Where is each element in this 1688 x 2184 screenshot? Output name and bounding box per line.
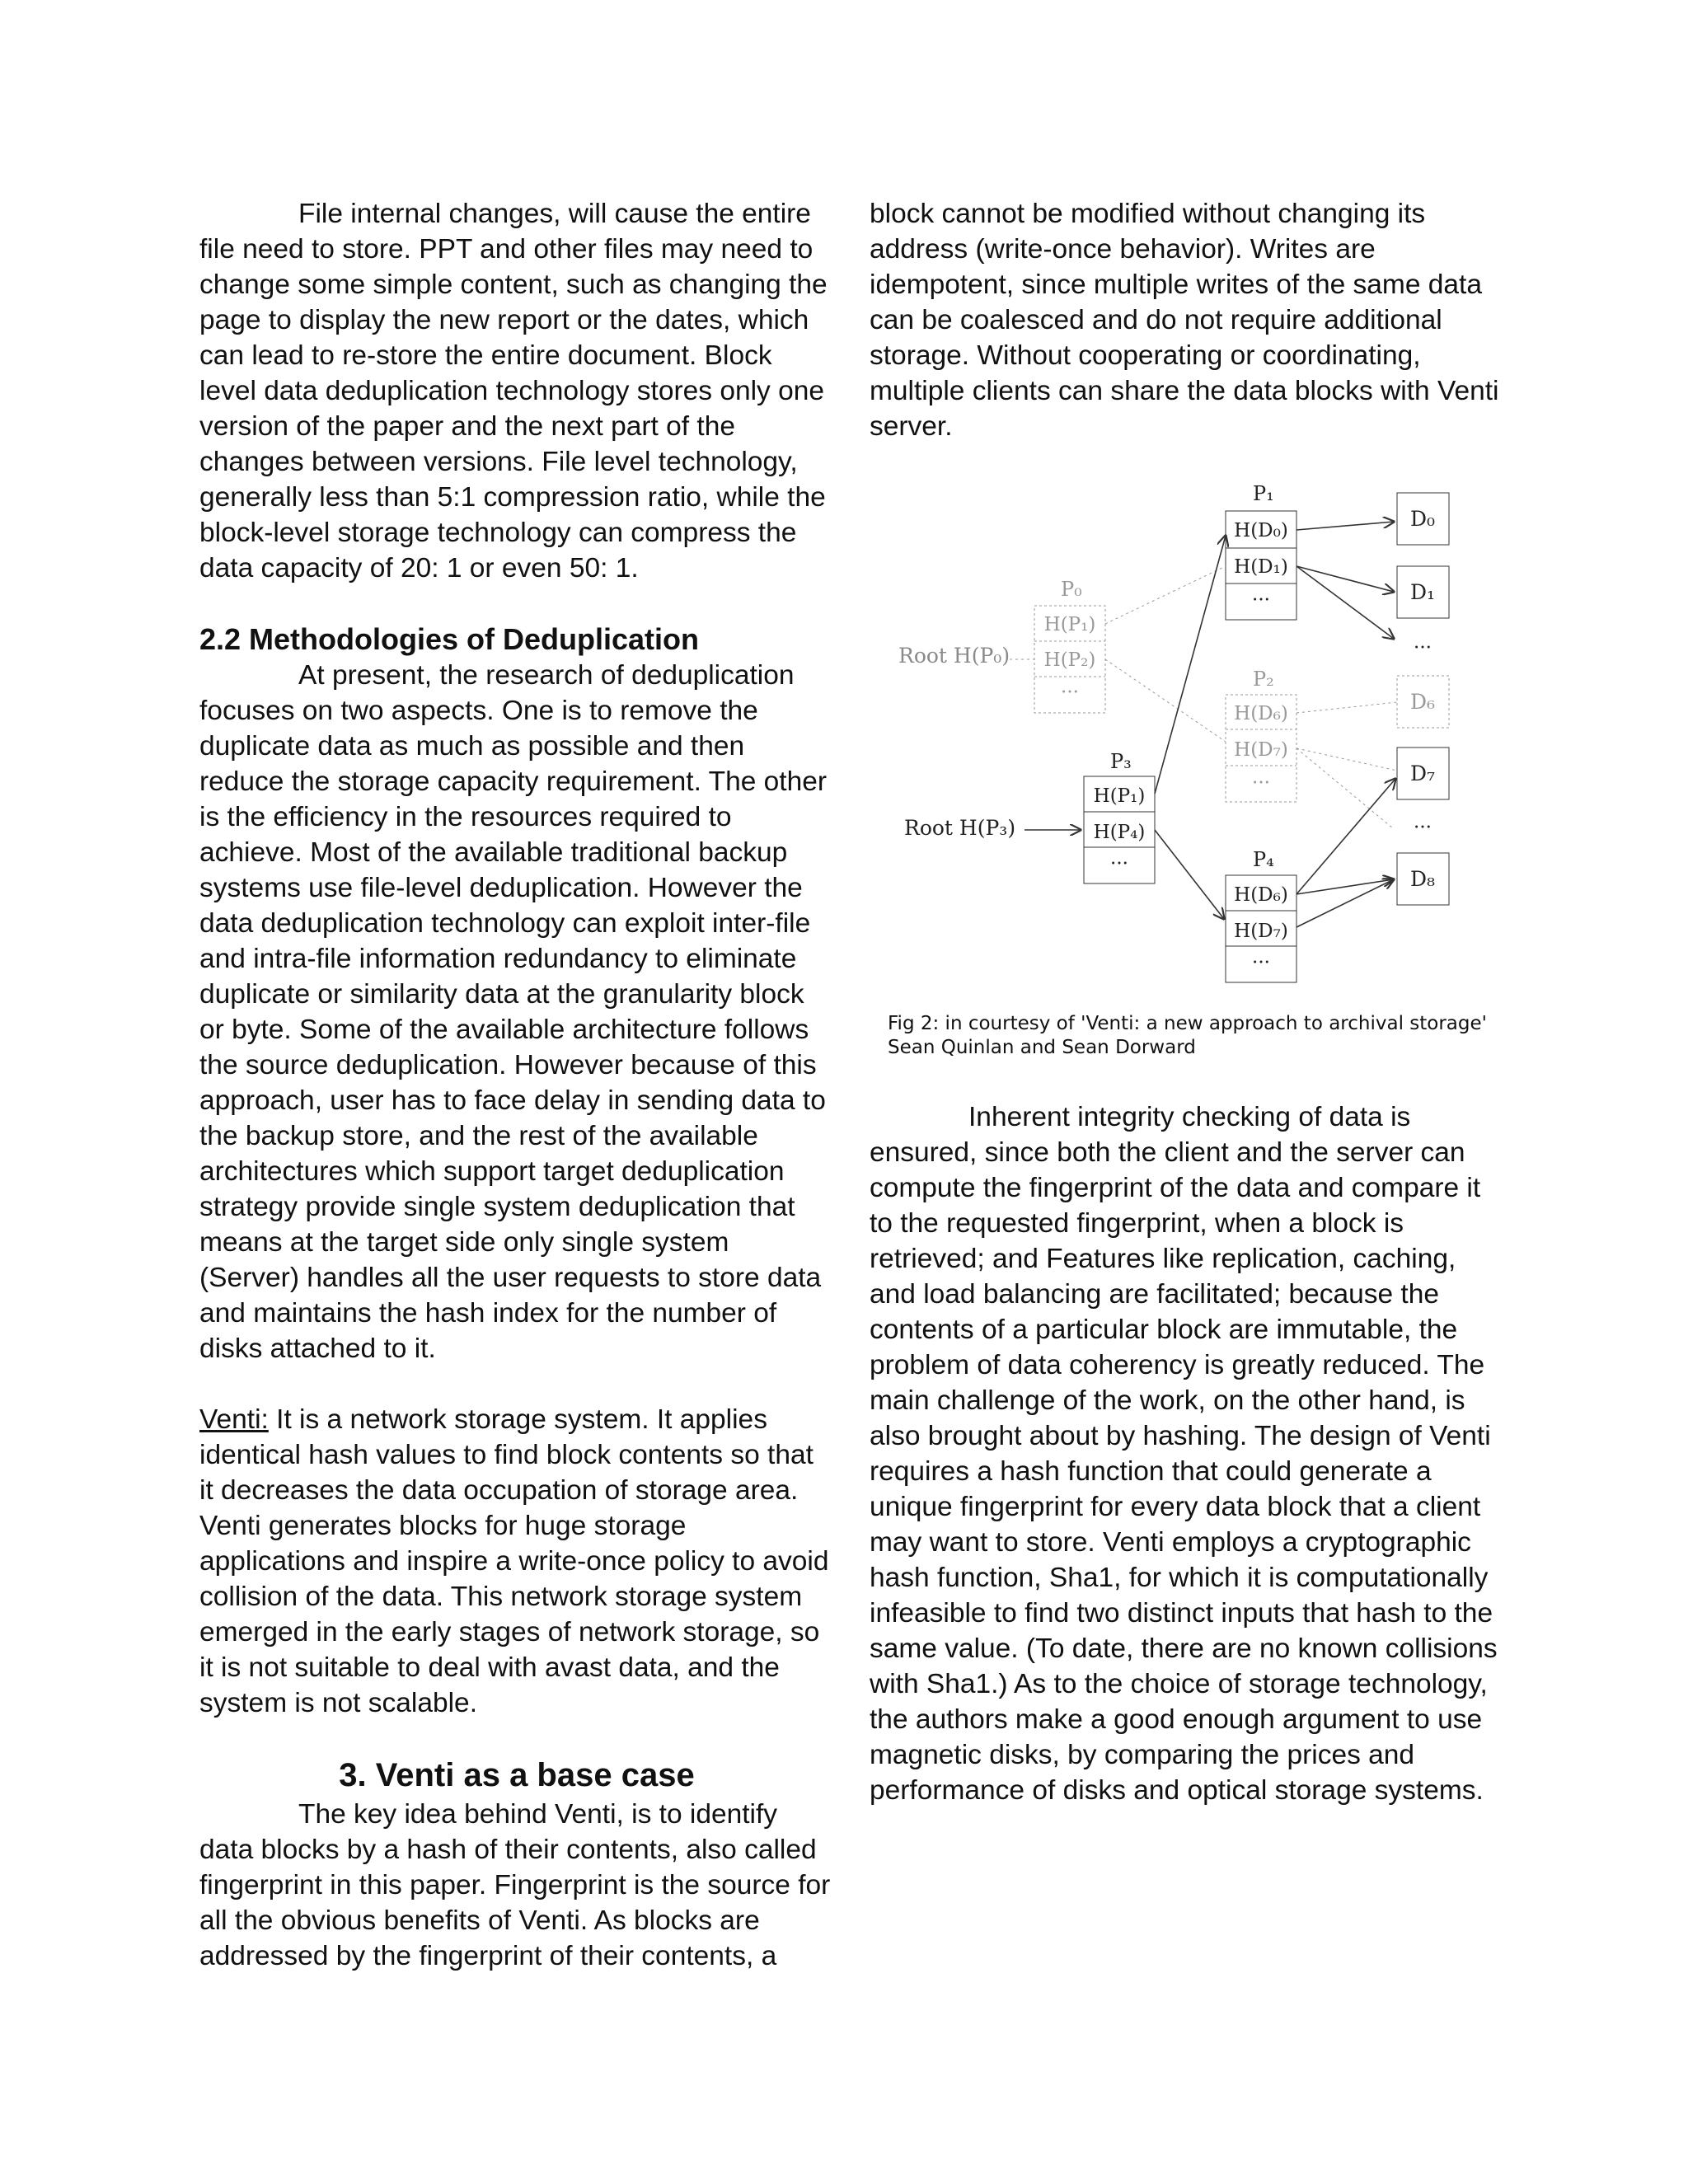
p3-row-2: H(P₄) bbox=[1093, 822, 1146, 843]
caption-line-1: Fig 2: in courtesy of 'Venti: a new approach to archival storage' bbox=[888, 1013, 1487, 1034]
ellipsis-a: ··· bbox=[1414, 637, 1432, 658]
venti-paragraph bbox=[199, 1402, 834, 1721]
p4-row-3: ··· bbox=[1252, 952, 1270, 973]
p1-row-3: ··· bbox=[1252, 589, 1270, 611]
venti-term: Venti: bbox=[199, 1404, 269, 1435]
root-p3-label: Root H(P₃) bbox=[904, 816, 1016, 840]
p2-label: P₂ bbox=[1253, 668, 1274, 691]
figure-caption bbox=[888, 1012, 1498, 1060]
venti-tree-figure bbox=[870, 474, 1504, 1001]
d1-label: D₁ bbox=[1409, 580, 1436, 604]
p1-label: P₁ bbox=[1253, 482, 1274, 505]
p4-label: P₄ bbox=[1253, 848, 1274, 871]
ellipsis-b: ··· bbox=[1414, 817, 1432, 838]
p3-row-3: ··· bbox=[1110, 853, 1128, 874]
p4-row-1: H(D₆) bbox=[1234, 884, 1288, 906]
p3-label: P₃ bbox=[1110, 750, 1132, 773]
d7-label: D₇ bbox=[1409, 762, 1436, 785]
venti-description: It is a network storage system. It applies identical hash values to find block contents so that it decreases the data occupation of storage area. Venti generates blocks for huge storage applications and inspire a write-once policy to avoid collision of the data. This network storage system emerged in the early stages of network storage, so it is not suitable to deal with avast data, and the system is not scalable. bbox=[199, 1404, 829, 1718]
p1-row-2: H(D₁) bbox=[1234, 556, 1288, 578]
p2-row-1: H(D₆) bbox=[1234, 703, 1288, 724]
left-paragraph-3: The key idea behind Venti, is to identify data blocks by a hash of their contents, also called fingerprint in this paper. Fingerprint is the source for all the obvious benefits of Venti. As blocks are addressed by the fingerprint of their contents, a bbox=[199, 1799, 831, 1971]
right-column-bottom bbox=[870, 1099, 1504, 1808]
p4-row-2: H(D₇) bbox=[1234, 921, 1288, 942]
spacer bbox=[199, 1721, 834, 1754]
p1-row-1: H(D₀) bbox=[1234, 520, 1288, 541]
p0-label: P₀ bbox=[1061, 578, 1082, 601]
left-paragraph-2: At present, the research of deduplication focuses on two aspects. One is to remove the duplicate data as much as possible and then reduce the storage capacity requirement. The other is the efficiency in the resources required to achieve. Most of the available traditional backup systems use file-level deduplication. However the data deduplication technology can exploit inter-file and intra-file information redundancy to eliminate duplicate or similarity data at the granularity block or byte. Some of the available architecture follows the source deduplication. However because of this approach, user has to face delay in sending data to the backup store, and the rest of the available architectures which support target deduplication strategy provide single system deduplication that means at the target side only single system (Server) handles all the user requests to store data and maintains the hash index for the number of disks attached to it. bbox=[199, 660, 828, 1364]
p3-row-1: H(P₁) bbox=[1093, 785, 1146, 807]
left-column bbox=[199, 196, 834, 1974]
p0-row-3: ··· bbox=[1061, 682, 1079, 703]
d0-label: D₀ bbox=[1409, 507, 1436, 531]
section-heading-3: 3. Venti as a base case bbox=[339, 1757, 695, 1793]
p2-row-3: ··· bbox=[1252, 772, 1270, 794]
d6-label: D₆ bbox=[1409, 690, 1436, 714]
caption-line-2: Sean Quinlan and Sean Dorward bbox=[888, 1037, 1196, 1058]
right-column-top bbox=[870, 196, 1504, 444]
d8-label: D₈ bbox=[1409, 867, 1436, 891]
spacer bbox=[199, 1366, 834, 1402]
right-paragraph-2: Inherent integrity checking of data is ensured, since both the client and the server can compute the fingerprint of the data and compare it to the requested fingerprint, when a block is retrieved; and Features like replication, caching, and load balancing are facilitated; because the contents of a particular block are immutable, the problem of data coherency is greatly reduced. The main challenge of the work, on the other hand, is also brought about by hashing. The design of Venti requires a hash function that could generate a unique fingerprint for every data block that a client may want to store. Venti employs a cryptographic hash function, Sha1, for which it is computationally infeasible to find two distinct inputs that hash to the same value. (To date, there are no known collisions with Sha1.) As to the choice of storage technology, the authors make a good enough argument to use magnetic disks, by comparing the prices and performance of disks and optical storage systems. bbox=[870, 1102, 1498, 1806]
right-paragraph-1: block cannot be modified without changing its address (write-once behavior). Writes are idempotent, since multiple writes of the same data can be coalesced and do not require additional storage. Without cooperating or coordinating, multiple clients can share the data blocks with Venti server. bbox=[870, 199, 1499, 442]
p0-row-2: H(P₂) bbox=[1043, 649, 1096, 671]
root-p0-label: Root H(P₀) bbox=[898, 644, 1010, 668]
left-paragraph-1: File internal changes, will cause the entire file need to store. PPT and other files may need to change some simple content, such as changing the page to display the new report or the dates, which can lead to re-store the entire document. Block level data deduplication technology stores only one version of the paper and the next part of the changes between versions. File level technology, generally less than 5:1 compression ratio, while the block-level storage technology can compress the data capacity of 20: 1 or even 50: 1. bbox=[199, 199, 828, 583]
spacer bbox=[199, 586, 834, 621]
venti-tree-diagram bbox=[870, 474, 1504, 1001]
p0-row-1: H(P₁) bbox=[1043, 614, 1096, 635]
section-heading-2-2: 2.2 Methodologies of Deduplication bbox=[199, 622, 700, 656]
p2-row-2: H(D₇) bbox=[1234, 739, 1288, 761]
